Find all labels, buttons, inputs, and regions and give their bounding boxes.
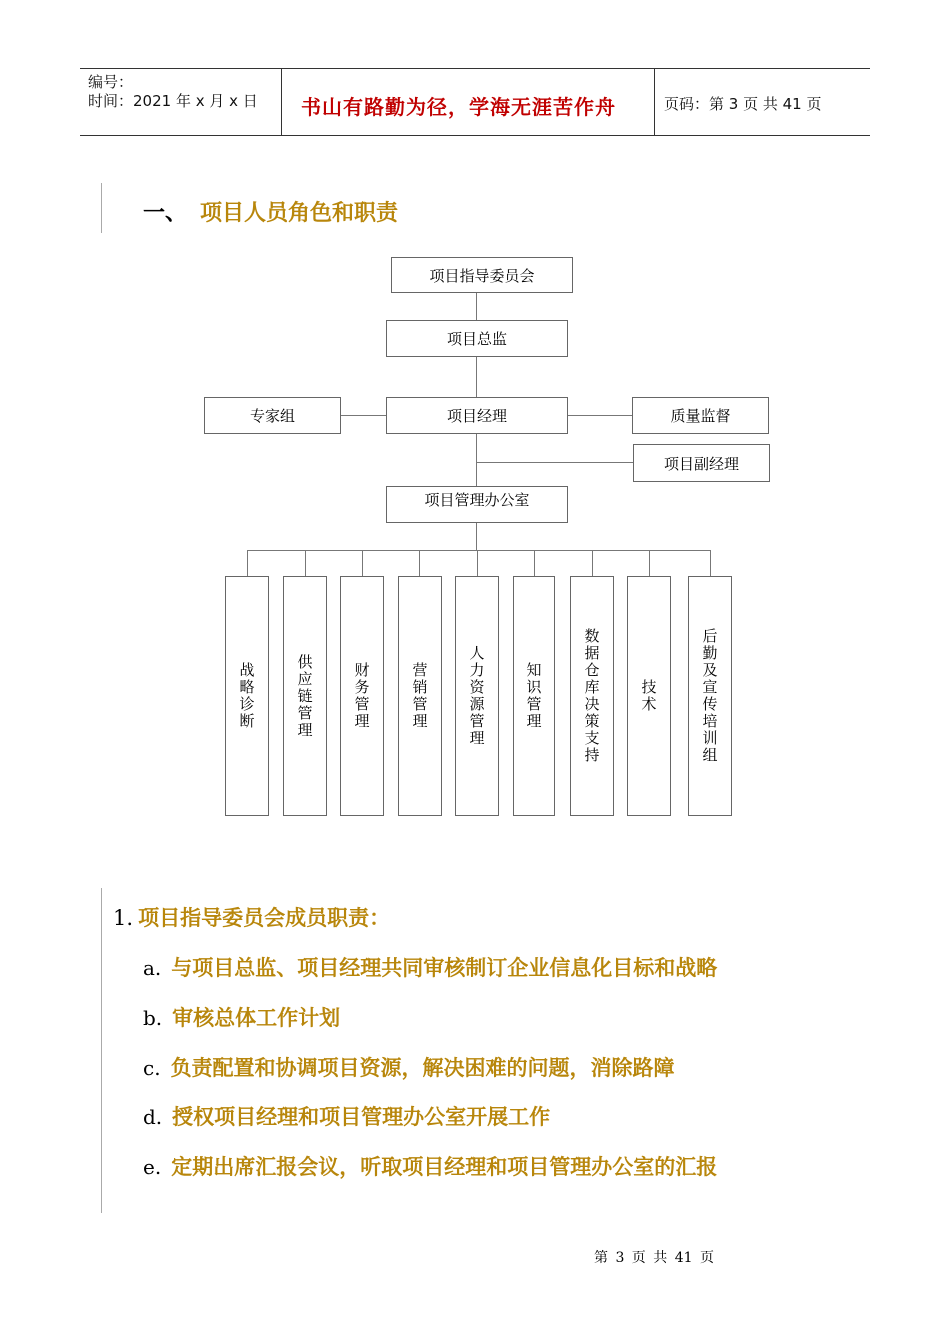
org-team-box — [225, 576, 269, 816]
duty-item — [143, 1151, 717, 1181]
duty-item-letter: b. — [143, 1006, 163, 1030]
header-page-info: 页码：第 3 页 共 41 页 — [664, 95, 822, 113]
duty-item-text: 定期出席汇报会议，听取项目经理和项目管理办公室的汇报 — [171, 1155, 718, 1179]
connector-pm-quality — [567, 415, 632, 416]
org-box-steering-committee: 项目指导委员会 — [391, 257, 573, 293]
org-team-box — [340, 576, 384, 816]
section-title: 项目人员角色和职责 — [200, 201, 399, 226]
connector-team-3 — [362, 550, 363, 576]
header-divider-left — [281, 69, 282, 136]
org-team-box — [455, 576, 499, 816]
org-box-director: 项目总监 — [386, 320, 568, 357]
header-date: 时间：2021 年 x 月 x 日 — [88, 92, 258, 110]
connector-experts-pm — [340, 415, 386, 416]
duty-item-text: 与项目总监、项目经理共同审核制订企业信息化目标和战略 — [171, 956, 718, 980]
duty-item-letter: d. — [143, 1105, 163, 1129]
duty-item-text: 审核总体工作计划 — [172, 1006, 341, 1030]
connector-teams-bus — [247, 550, 710, 551]
org-team-label: 后勤及宣传培训组 — [700, 628, 719, 764]
org-team-box — [283, 576, 327, 816]
header-top-border — [80, 68, 870, 69]
org-team-box — [513, 576, 555, 816]
section-number: 一、 — [143, 201, 188, 226]
duty-item — [143, 952, 717, 982]
org-team-box — [627, 576, 671, 816]
duty-heading — [113, 902, 390, 932]
duty-item-letter: c. — [143, 1056, 161, 1080]
org-team-label: 供应链管理 — [295, 653, 314, 739]
duty-item — [143, 1002, 340, 1032]
connector-pm-pmo — [476, 433, 477, 486]
connector-team-2 — [305, 550, 306, 576]
duty-item-text: 负责配置和协调项目资源，解决困难的问题，消除路障 — [170, 1056, 675, 1080]
org-team-box — [398, 576, 442, 816]
duty-heading-number: 1. — [113, 906, 134, 930]
duty-heading-text: 项目指导委员会成员职责： — [138, 906, 391, 930]
margin-bar-top — [101, 183, 102, 233]
org-team-label: 技术 — [639, 679, 658, 713]
org-box-project-manager: 项目经理 — [386, 397, 568, 434]
connector-director-pm — [476, 356, 477, 397]
header-motto: 书山有路勤为径，学海无涯苦作舟 — [301, 95, 616, 119]
org-team-label: 人力资源管理 — [467, 645, 486, 747]
org-team-label: 数据仓库决策支持 — [582, 628, 601, 764]
header-number-label: 编号： — [88, 73, 134, 91]
org-box-quality: 质量监督 — [632, 397, 769, 434]
org-team-box — [688, 576, 732, 816]
duty-item — [143, 1101, 550, 1131]
connector-team-5 — [477, 550, 478, 576]
margin-bar-bottom — [101, 888, 102, 1213]
connector-steering-director — [476, 292, 477, 320]
org-box-experts: 专家组 — [204, 397, 341, 434]
duty-item — [143, 1052, 675, 1082]
connector-team-1 — [247, 550, 248, 576]
org-team-label: 战略诊断 — [237, 662, 256, 730]
page-footer: 第 3 页 共 41 页 — [594, 1250, 714, 1266]
org-box-deputy-manager: 项目副经理 — [633, 444, 770, 482]
duty-item-text: 授权项目经理和项目管理办公室开展工作 — [172, 1105, 551, 1129]
org-team-label: 财务管理 — [352, 662, 371, 730]
header-divider-right — [654, 69, 655, 136]
header-bottom-border — [80, 135, 870, 136]
org-team-box — [570, 576, 614, 816]
connector-team-4 — [419, 550, 420, 576]
org-team-label: 知识管理 — [524, 662, 543, 730]
duty-item-letter: e. — [143, 1155, 162, 1179]
connector-team-8 — [649, 550, 650, 576]
connector-team-9 — [710, 550, 711, 576]
connector-pmo-teams — [476, 522, 477, 550]
org-team-label: 营销管理 — [410, 662, 429, 730]
duty-item-letter: a. — [143, 956, 162, 980]
org-box-pmo: 项目管理办公室 — [386, 486, 568, 523]
connector-team-7 — [592, 550, 593, 576]
connector-team-6 — [534, 550, 535, 576]
connector-deputy — [476, 462, 633, 463]
